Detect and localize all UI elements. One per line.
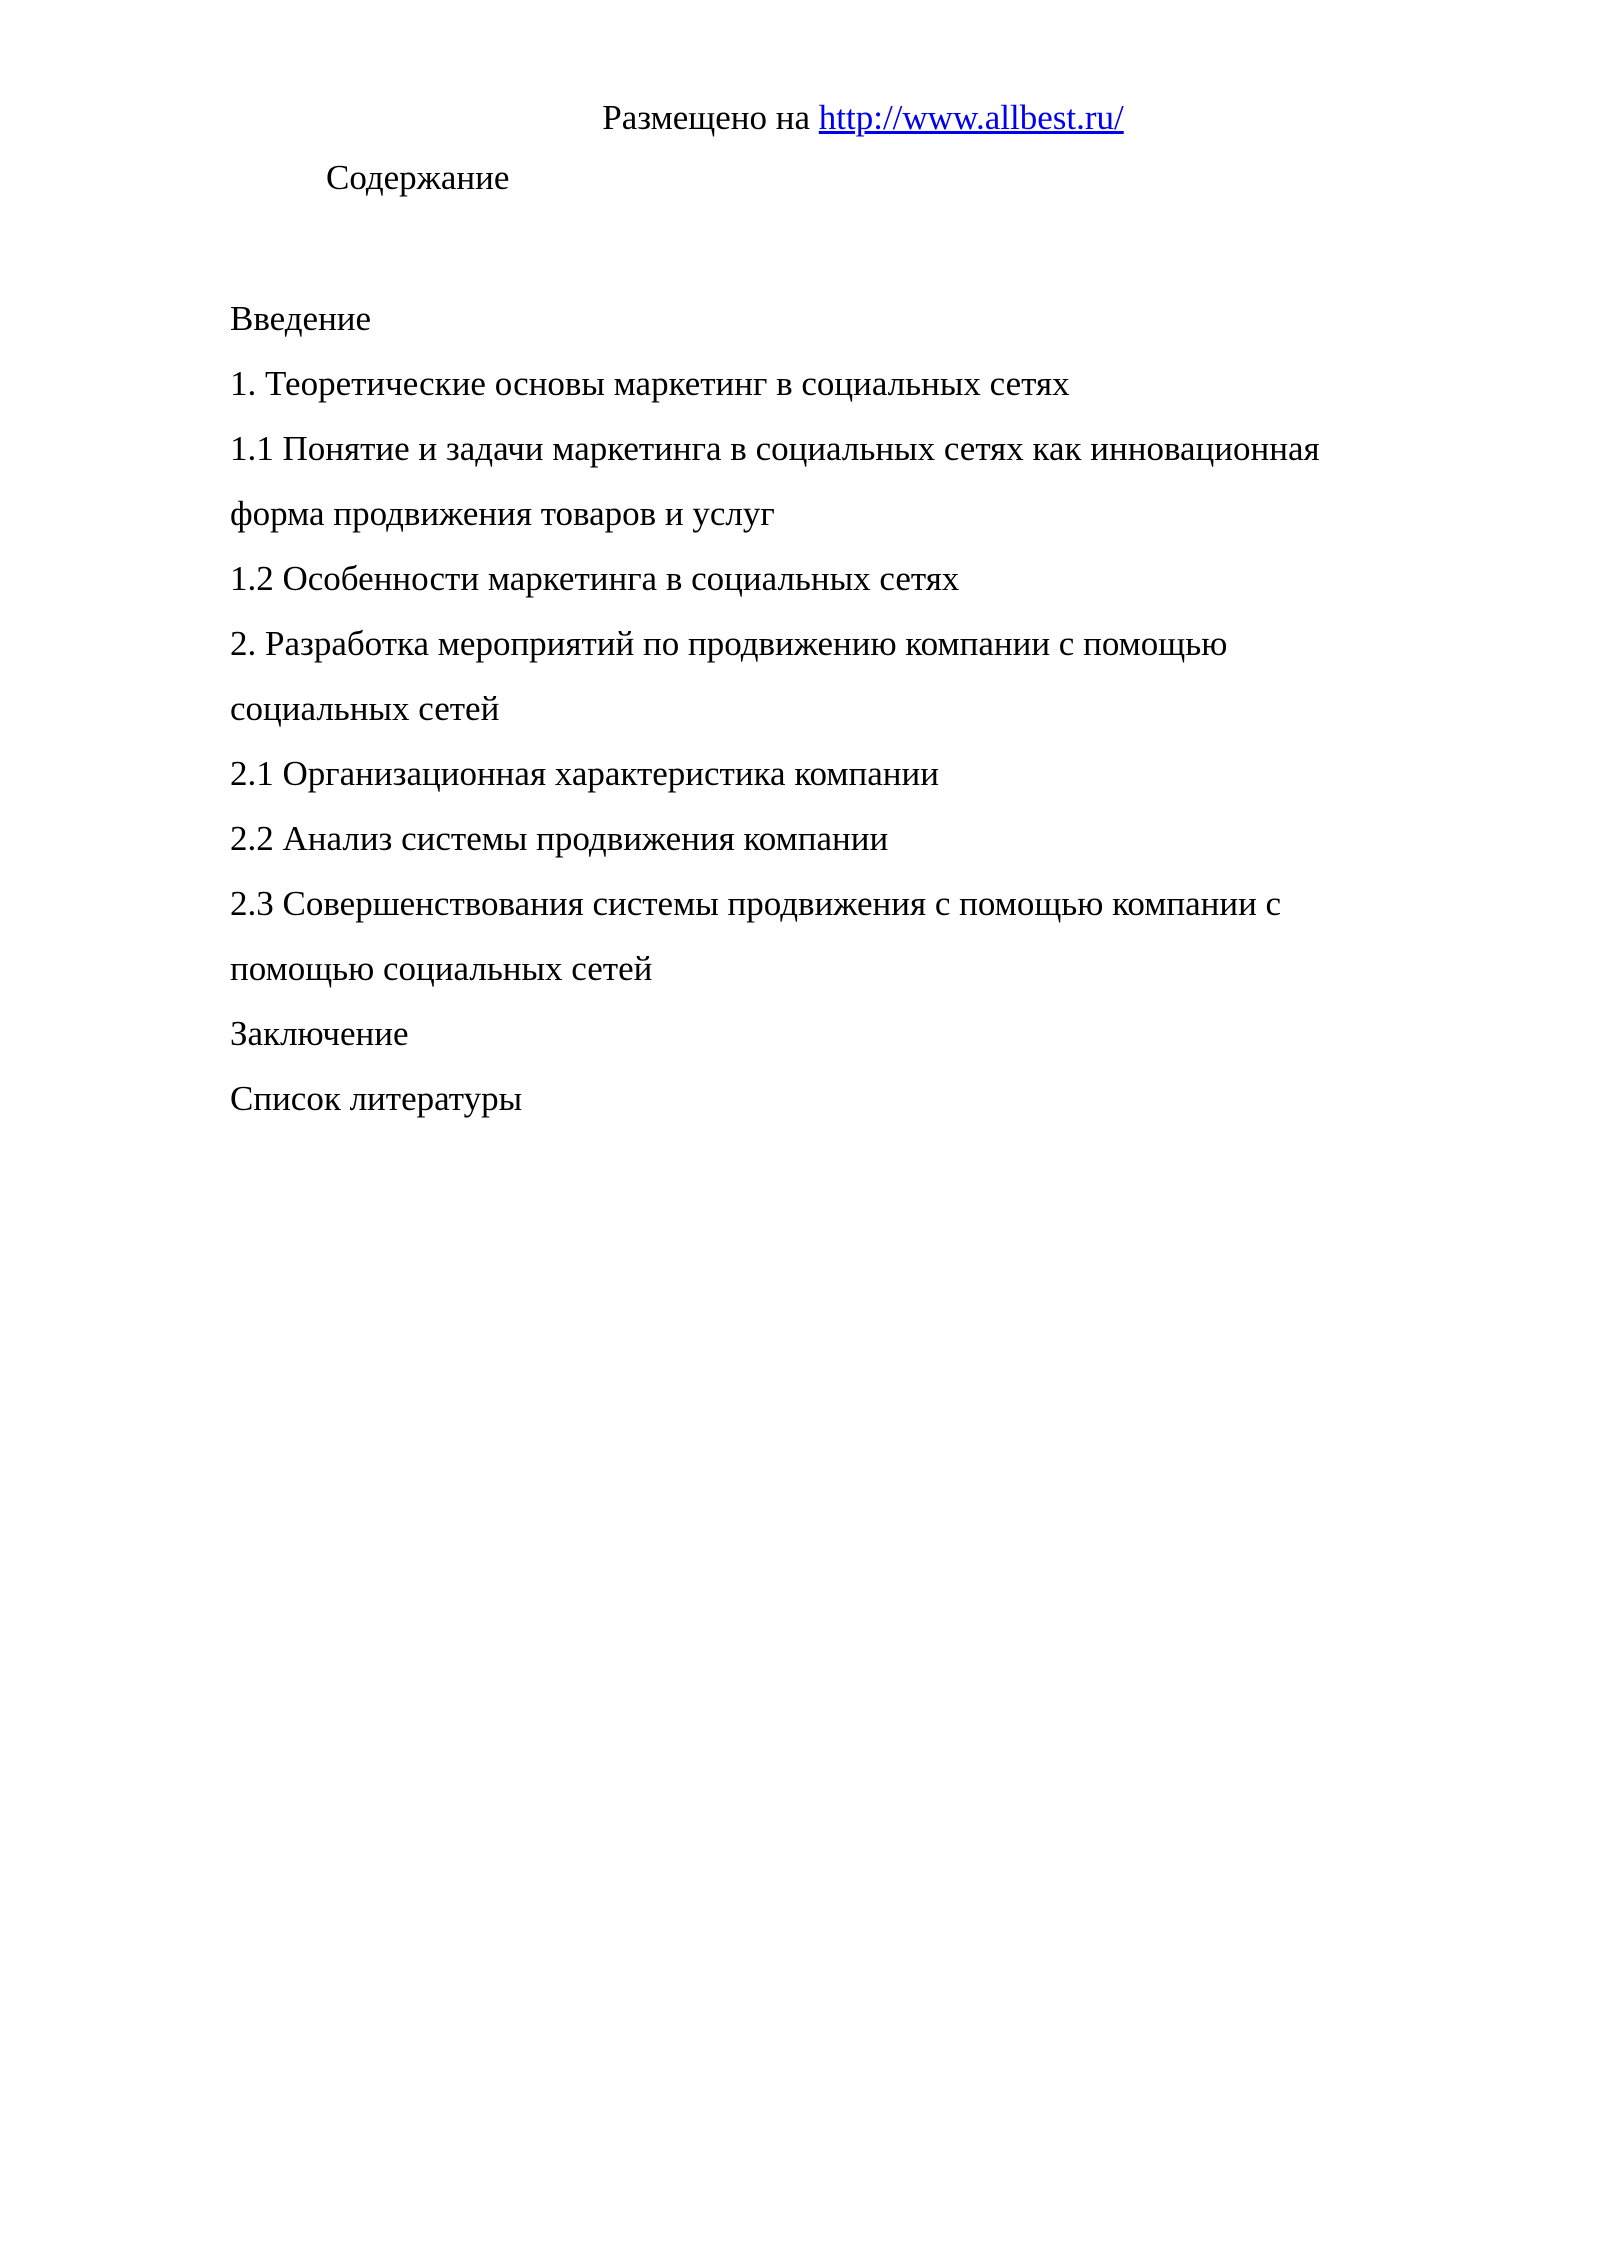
toc-line: Введение <box>230 299 372 338</box>
toc-line: 1. Теоретические основы маркетинг в социальных сетях <box>230 364 1070 403</box>
source-prefix: Размещено на <box>602 98 811 137</box>
toc-line: помощью социальных сетей <box>230 949 653 988</box>
source-link[interactable]: http://www.allbest.ru/ <box>818 98 1124 137</box>
toc-line: 2. Разработка мероприятий по продвижению компании с помощью <box>230 624 1228 663</box>
toc-line: 1.1 Понятие и задачи маркетинга в социальных сетях как инновационная <box>230 429 1320 468</box>
toc-line: 1.2 Особенности маркетинга в социальных сетях <box>230 559 960 598</box>
source-header <box>0 96 1600 140</box>
toc-line: форма продвижения товаров и услуг <box>230 494 775 533</box>
toc-line: Список литературы <box>230 1079 523 1118</box>
toc-line: 2.1 Организационная характеристика компании <box>230 754 939 793</box>
toc-line: 2.3 Совершенствования системы продвижения с помощью компании с <box>230 884 1282 923</box>
toc-line: социальных сетей <box>230 689 500 728</box>
toc-line: Заключение <box>230 1014 409 1053</box>
table-of-contents <box>230 286 1430 1131</box>
toc-line: 2.2 Анализ системы продвижения компании <box>230 819 889 858</box>
toc-title: Содержание <box>326 158 510 197</box>
